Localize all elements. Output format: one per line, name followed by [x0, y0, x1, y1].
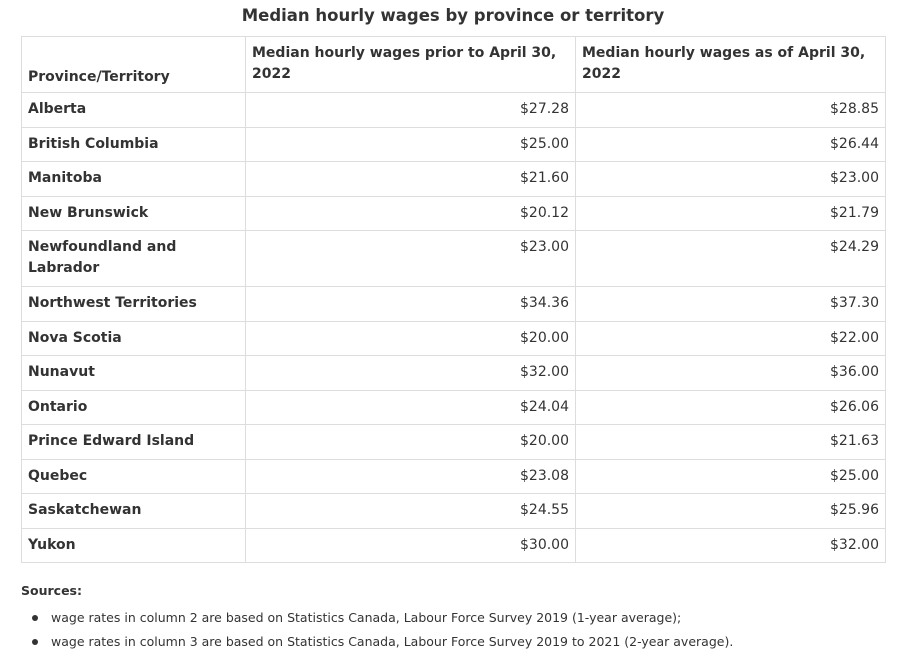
prior-wage-cell: $24.04: [246, 390, 576, 425]
table-row: [22, 528, 886, 563]
current-wage-cell: $23.00: [576, 162, 886, 197]
column-header-current-wages: Median hourly wages as of April 30, 2022: [576, 37, 886, 93]
prior-wage-cell: $30.00: [246, 528, 576, 563]
province-cell: Alberta: [22, 93, 246, 128]
table-row: [22, 231, 886, 287]
province-cell: Prince Edward Island: [22, 425, 246, 460]
province-cell: Manitoba: [22, 162, 246, 197]
sources-list: [21, 608, 733, 656]
bullet-icon: [32, 639, 38, 645]
sources-heading: Sources:: [21, 583, 82, 598]
current-wage-cell: $36.00: [576, 356, 886, 391]
table-row: [22, 459, 886, 494]
province-cell: British Columbia: [22, 127, 246, 162]
table-row: [22, 390, 886, 425]
source-note-text: wage rates in column 3 are based on Statistics Canada, Labour Force Survey 2019 to 2021 (2-year average).: [51, 634, 734, 649]
column-header-prior-wages: Median hourly wages prior to April 30, 2022: [246, 37, 576, 93]
province-cell: Nunavut: [22, 356, 246, 391]
current-wage-cell: $28.85: [576, 93, 886, 128]
current-wage-cell: $22.00: [576, 321, 886, 356]
province-cell: Quebec: [22, 459, 246, 494]
current-wage-cell: $24.29: [576, 231, 886, 287]
column-header-province: Province/Territory: [22, 37, 246, 93]
current-wage-cell: $25.00: [576, 459, 886, 494]
prior-wage-cell: $27.28: [246, 93, 576, 128]
table-row: [22, 287, 886, 322]
current-wage-cell: $37.30: [576, 287, 886, 322]
province-cell: Saskatchewan: [22, 494, 246, 529]
province-cell: Nova Scotia: [22, 321, 246, 356]
current-wage-cell: $21.63: [576, 425, 886, 460]
province-cell: New Brunswick: [22, 196, 246, 231]
prior-wage-cell: $20.00: [246, 321, 576, 356]
table-row: [22, 321, 886, 356]
table-row: [22, 162, 886, 197]
prior-wage-cell: $21.60: [246, 162, 576, 197]
prior-wage-cell: $34.36: [246, 287, 576, 322]
table-header-row: [22, 37, 886, 93]
prior-wage-cell: $23.08: [246, 459, 576, 494]
province-cell: Ontario: [22, 390, 246, 425]
prior-wage-cell: $24.55: [246, 494, 576, 529]
table-row: [22, 425, 886, 460]
table-row: [22, 356, 886, 391]
prior-wage-cell: $20.00: [246, 425, 576, 460]
current-wage-cell: $21.79: [576, 196, 886, 231]
province-cell: Yukon: [22, 528, 246, 563]
province-cell: Newfoundland and Labrador: [22, 231, 246, 287]
province-cell: Northwest Territories: [22, 287, 246, 322]
table-row: [22, 127, 886, 162]
current-wage-cell: $26.06: [576, 390, 886, 425]
prior-wage-cell: $20.12: [246, 196, 576, 231]
bullet-icon: [32, 615, 38, 621]
list-item: [21, 608, 733, 632]
table-title: Median hourly wages by province or territory: [241, 6, 665, 25]
current-wage-cell: $26.44: [576, 127, 886, 162]
prior-wage-cell: $23.00: [246, 231, 576, 287]
source-note-text: wage rates in column 2 are based on Statistics Canada, Labour Force Survey 2019 (1-year average);: [51, 610, 682, 625]
current-wage-cell: $32.00: [576, 528, 886, 563]
prior-wage-cell: $32.00: [246, 356, 576, 391]
wages-table: [21, 36, 886, 563]
prior-wage-cell: $25.00: [246, 127, 576, 162]
table-row: [22, 196, 886, 231]
table-row: [22, 494, 886, 529]
current-wage-cell: $25.96: [576, 494, 886, 529]
list-item: [21, 632, 733, 656]
table-row: [22, 93, 886, 128]
